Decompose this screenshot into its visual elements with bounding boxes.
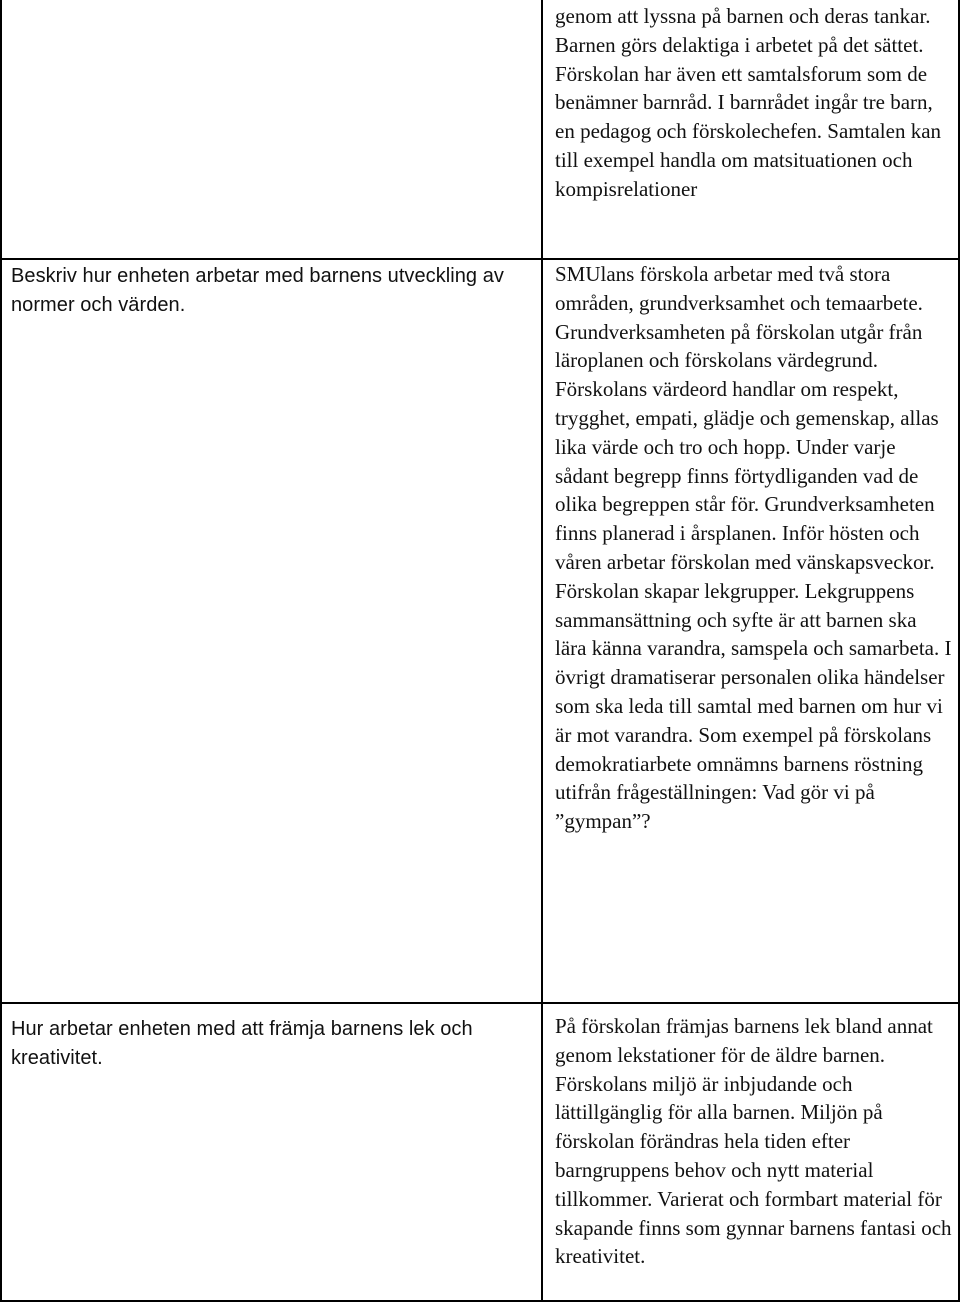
- table-row: [1, 0, 959, 259]
- question-cell: [1, 0, 542, 259]
- answer-cell: [542, 0, 959, 259]
- answer-cell: [542, 1003, 959, 1301]
- answer-text: genom att lyssna på barnen och deras tankar. Barnen görs delaktiga i arbetet på det sättet. Förskolan har även ett samtalsforum som de benämner barnråd. I barnrådet ingår tre barn, en pedagog och förskolechefen. Samtalen kan till exempel handla om matsituationen och kompisrelationer: [555, 4, 942, 201]
- question-cell: [1, 1003, 542, 1301]
- question-text: Beskriv hur enheten arbetar med barnens utveckling av normer och värden.: [11, 265, 504, 316]
- question-cell: [1, 259, 542, 1003]
- answer-cell: [542, 259, 959, 1003]
- question-text: Hur arbetar enheten med att främja barnens lek och kreativitet.: [11, 1018, 473, 1069]
- answer-text: SMUlans förskola arbetar med två stora områden, grundverksamhet och temaarbete. Grundverksamheten på förskolan utgår från läroplanen och förskolans värdegrund. Förskolans värdeord handlar om respekt, trygghet, empati, glädje och gemenskap, allas lika värde och tro och hopp. Under varje sådant begrepp finns förtydliganden vad de olika begreppen står för. Grundverksamheten finns planerad i årsplanen. Inför hösten och våren arbetar förskolan med vänskapsveckor. Förskolan skapar lekgrupper. Lekgruppens sammansättning och syfte är att barnen ska lära känna varandra, samspela och samarbeta. I övrigt dramatiserar personalen olika händelser som ska leda till samtal med barnen om hur vi är mot varandra. Som exempel på förskolans demokratiarbete omnämns barnens röstning utifrån frågeställningen: Vad gör vi på ”gympan”?: [555, 262, 952, 834]
- answer-text: På förskolan främjas barnens lek bland annat genom lekstationer för de äldre barnen. Förskolans miljö är inbjudande och lättillgänglig för alla barnen. Miljön på förskolan förändras hela tiden efter barngruppens behov och nytt material tillkommer. Varierat och formbart material för skapande finns som gynnar barnens fantasi och kreativitet.: [555, 1014, 952, 1269]
- table-row: [1, 1003, 959, 1301]
- question-text: [2, 0, 541, 4]
- table-row: [1, 259, 959, 1003]
